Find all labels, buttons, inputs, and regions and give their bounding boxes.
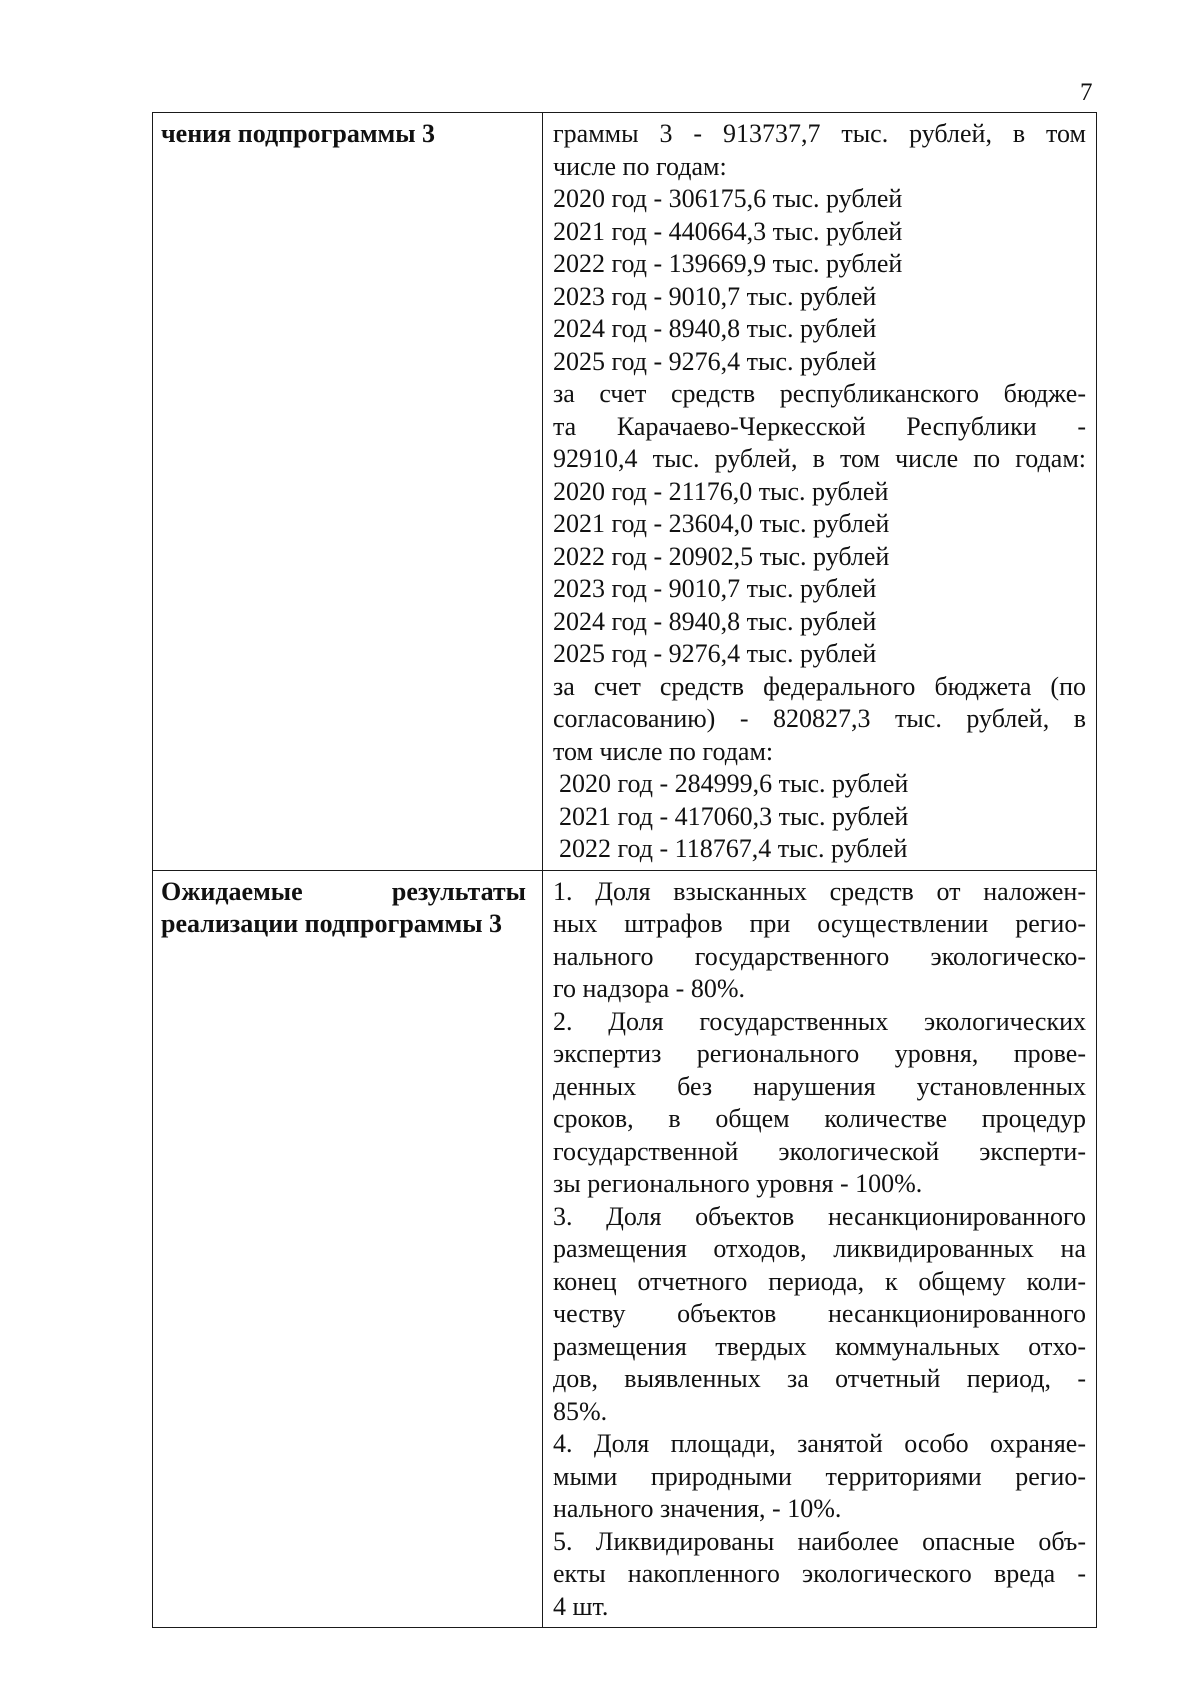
- text-line: согласованию) - 820827,3 тыс. рублей, в: [553, 704, 1086, 733]
- text-line: 2023 год - 9010,7 тыс. рублей: [553, 281, 877, 311]
- text-line: за счет средств республиканского бюдже-: [553, 379, 1086, 408]
- table-row: [153, 113, 1097, 871]
- text-line: 2023 год - 9010,7 тыс. рублей: [553, 574, 877, 603]
- text-line: зы регионального уровня - 100%.: [553, 1169, 923, 1198]
- text-line: конец отчетного периода, к общему коли-: [553, 1266, 1086, 1296]
- text-line: экспертиз регионального уровня, прове-: [553, 1039, 1086, 1068]
- text-line: 2021 год - 23604,0 тыс. рублей: [553, 509, 890, 538]
- text-line: размещения твердых коммунальных отхо-: [553, 1331, 1086, 1361]
- text-line: мыми природными территориями регио-: [553, 1461, 1086, 1491]
- text-line: 4. Доля площади, занятой особо охраняе-: [553, 1429, 1086, 1458]
- text-line: 3. Доля объектов несанкционированного: [553, 1201, 1086, 1231]
- text-line: том числе по годам:: [553, 736, 774, 766]
- text-line: государственной экологической эксперти-: [553, 1136, 1086, 1166]
- text-line: ных штрафов при осуществлении регио-: [553, 909, 1086, 938]
- text-line: 5. Ликвидированы наиболее опасные объ-: [553, 1526, 1086, 1556]
- text-line: нального значения, - 10%.: [553, 1494, 842, 1523]
- text-line: та Карачаево-Черкесской Республики -: [553, 411, 1086, 441]
- subprogram-passport-table: [152, 112, 1097, 1628]
- text-line: 2022 год - 20902,5 тыс. рублей: [553, 541, 890, 571]
- text-line: денных без нарушения установленных: [553, 1071, 1086, 1101]
- text-line: 2. Доля государственных экологических: [553, 1006, 1086, 1036]
- text-line: сроков, в общем количестве процедур: [553, 1104, 1086, 1133]
- row-content-expected-results: [543, 870, 1097, 1628]
- text-line: нального государственного экологическо-: [553, 941, 1086, 971]
- text-line: 2024 год - 8940,8 тыс. рублей: [553, 314, 877, 343]
- row-label-expected-results: Ожидаемые результаты реализации подпрограммы 3: [153, 870, 543, 1628]
- page-number: 7: [1080, 79, 1093, 106]
- row-content-funding: [543, 113, 1097, 871]
- text-line: 2025 год - 9276,4 тыс. рублей: [553, 639, 877, 668]
- text-line: за счет средств федерального бюджета (по: [553, 671, 1086, 701]
- text-line: 1. Доля взысканных средств от наложен-: [553, 876, 1086, 906]
- text-line: граммы 3 - 913737,7 тыс. рублей, в том: [553, 119, 1086, 148]
- text-line: 85%.: [553, 1396, 608, 1426]
- text-line: 2024 год - 8940,8 тыс. рублей: [553, 606, 877, 636]
- text-line: 2022 год - 118767,4 тыс. рублей: [559, 834, 908, 863]
- table-row: [153, 870, 1097, 1628]
- text-line: 2020 год - 284999,6 тыс. рублей: [559, 769, 909, 798]
- text-line: го надзора - 80%.: [553, 974, 745, 1003]
- text-line: 4 шт.: [553, 1591, 609, 1621]
- text-line: 2025 год - 9276,4 тыс. рублей: [553, 346, 877, 376]
- row-label-funding: чения подпрограммы 3: [153, 113, 543, 871]
- text-line: дов, выявленных за отчетный период, -: [553, 1364, 1086, 1393]
- text-line: екты накопленного экологического вреда -: [553, 1559, 1086, 1588]
- text-line: 2020 год - 21176,0 тыс. рублей: [553, 476, 889, 506]
- text-line: числе по годам:: [553, 151, 727, 181]
- text-line: 92910,4 тыс. рублей, в том числе по годам:: [553, 444, 1086, 473]
- text-line: 2021 год - 417060,3 тыс. рублей: [559, 801, 909, 831]
- text-line: 2020 год - 306175,6 тыс. рублей: [553, 184, 903, 213]
- text-line: размещения отходов, ликвидированных на: [553, 1234, 1086, 1263]
- text-line: честву объектов несанкционированного: [553, 1299, 1086, 1328]
- text-line: 2022 год - 139669,9 тыс. рублей: [553, 249, 903, 278]
- text-line: 2021 год - 440664,3 тыс. рублей: [553, 216, 903, 246]
